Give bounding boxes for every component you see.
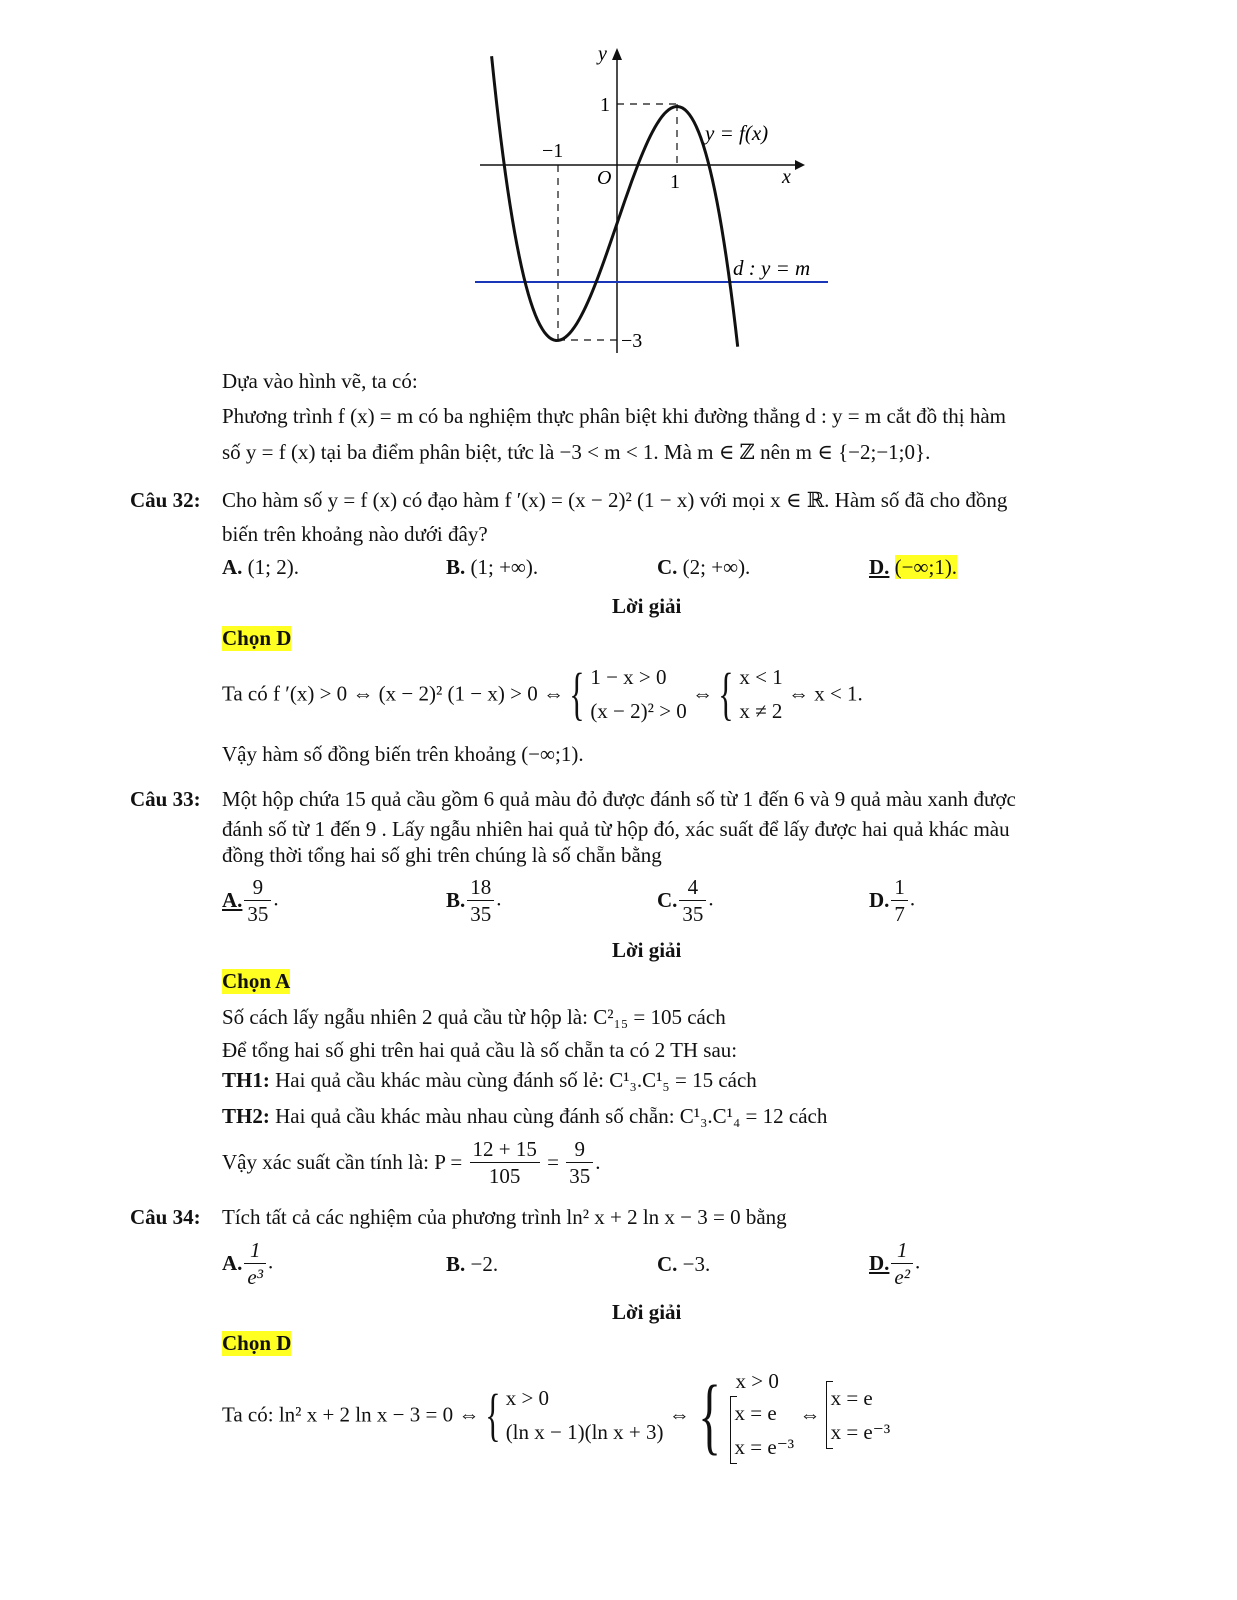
q32-option-d: D. (−∞;1). bbox=[869, 555, 958, 579]
q33-probability: Vậy xác suất cần tính là: P = $\frac{12 + 15}{105}$ = $\frac{9}{35}$ . bbox=[222, 1137, 601, 1188]
q32-option-a: A. (1; 2). bbox=[222, 555, 299, 579]
curve-f bbox=[492, 56, 738, 347]
q33-line-2: đánh số từ 1 đến 9 . Lấy ngẫu nhiên hai quả từ hộp đó, xác suất để lấy được hai quả khác màu bbox=[222, 817, 1010, 841]
y-axis-arrow bbox=[612, 48, 622, 60]
label-y: y bbox=[598, 43, 607, 65]
q32-line-1: Cho hàm số y = f (x) có đạo hàm f ′(x) = (x − 2)² (1 − x) với mọi x ∈ ℝ. Hàm số đã cho đồng bbox=[222, 488, 1008, 512]
q32-option-b: B. (1; +∞). bbox=[446, 555, 539, 579]
q34-line-1: Tích tất cả các nghiệm của phương trình ln² x + 2 ln x − 3 = 0 bằng bbox=[222, 1205, 787, 1229]
tick-x1: 1 bbox=[670, 171, 680, 193]
q33-line-1: Một hộp chứa 15 quả cầu gồm 6 quả màu đỏ được đánh số từ 1 đến 6 và 9 quả màu xanh được bbox=[222, 787, 1016, 811]
intro-line-1: Dựa vào hình vẽ, ta có: bbox=[222, 369, 418, 393]
label-curve: y = f(x) bbox=[705, 121, 769, 145]
tick-xneg1: −1 bbox=[542, 140, 564, 162]
q32-option-c: C. (2; +∞). bbox=[657, 555, 751, 579]
q33-option-a: A. $\frac{9}{35}$ . bbox=[222, 875, 279, 926]
q34-work: Ta có: ln² x + 2 ln x − 3 = 0 ⇔ { x > 0 (ln x − 1)(ln x + 3) ⇔ { x > 0 x = e x = e⁻³ ⇔ x = e x = e⁻³ bbox=[222, 1367, 891, 1463]
q34-choice: Chọn D bbox=[222, 1331, 292, 1355]
q33-option-c: C. $\frac{4}{35}$ . bbox=[657, 875, 714, 926]
q32-work: Ta có f ′(x) > 0 ⇔ (x − 2)² (1 − x) > 0 ⇔ { 1 − x > 0 (x − 2)² > 0 ⇔ { x < 1 x ≠ 2 ⇔ x < 1. bbox=[222, 661, 863, 726]
q33-label: Câu 33: bbox=[130, 787, 201, 811]
q33-line-3: đồng thời tổng hai số ghi trên chúng là số chẵn bằng bbox=[222, 843, 662, 867]
q34-solution-title: Lời giải bbox=[612, 1300, 682, 1324]
q32-choice: Chọn D bbox=[222, 626, 292, 650]
q33-step-2: Để tổng hai số ghi trên hai quả cầu là số chẵn ta có 2 TH sau: bbox=[222, 1038, 738, 1062]
label-x: x bbox=[782, 166, 791, 188]
q34-option-c: C. −3. bbox=[657, 1252, 711, 1276]
q33-solution-title: Lời giải bbox=[612, 938, 682, 962]
q33-option-d: D. $\frac{1}{7}$ . bbox=[869, 875, 916, 926]
q33-case-2: TH2: Hai quả cầu khác màu nhau cùng đánh số chẵn: C¹₃.C¹₄ = 12 cách bbox=[222, 1104, 828, 1128]
q33-case-1: TH1: Hai quả cầu khác màu cùng đánh số lẻ: C¹₃.C¹₅ = 15 cách bbox=[222, 1068, 757, 1092]
label-origin: O bbox=[597, 167, 612, 189]
q32-conclusion: Vậy hàm số đồng biến trên khoảng (−∞;1). bbox=[222, 742, 584, 766]
q33-choice: Chọn A bbox=[222, 969, 291, 993]
label-line-d: d : y = m bbox=[733, 256, 811, 280]
x-axis-arrow bbox=[795, 160, 805, 170]
q34-option-a: A. $\frac{1}{\text{e³}}$ . bbox=[222, 1238, 274, 1289]
tick-y1: 1 bbox=[600, 94, 610, 116]
q32-label: Câu 32: bbox=[130, 488, 201, 512]
q32-solution-title: Lời giải bbox=[612, 594, 682, 618]
q33-option-b: B. $\frac{18}{35}$ . bbox=[446, 875, 502, 926]
tick-yneg3: −3 bbox=[621, 330, 643, 352]
function-graph bbox=[470, 38, 840, 368]
q32-line-2: biến trên khoảng nào dưới đây? bbox=[222, 522, 488, 546]
q34-label: Câu 34: bbox=[130, 1205, 201, 1229]
q34-option-d: D. $\frac{1}{\text{e²}}$ . bbox=[869, 1238, 921, 1289]
intro-line-3: số y = f (x) tại ba điểm phân biệt, tức là −3 < m < 1. Mà m ∈ ℤ nên m ∈ {−2;−1;0}. bbox=[222, 440, 931, 464]
q34-option-b: B. −2. bbox=[446, 1252, 499, 1276]
intro-line-2: Phương trình f (x) = m có ba nghiệm thực phân biệt khi đường thẳng d : y = m cắt đồ thị hàm bbox=[222, 404, 1007, 428]
q33-step-1: Số cách lấy ngẫu nhiên 2 quả cầu từ hộp là: C²₁₅ = 105 cách bbox=[222, 1005, 726, 1029]
